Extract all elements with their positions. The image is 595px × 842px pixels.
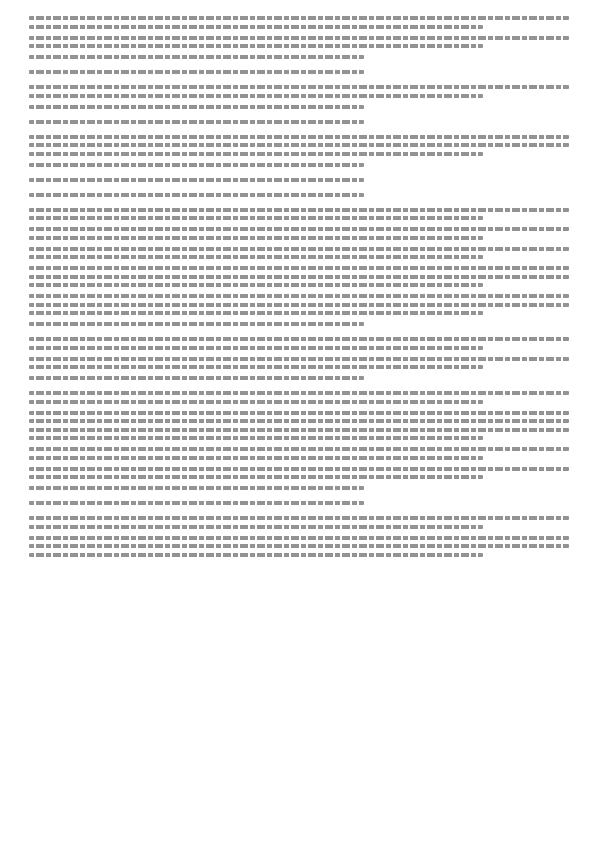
paragraph: [29, 536, 569, 557]
text-line-placeholder: [29, 236, 483, 240]
text-line-placeholder: [29, 193, 364, 197]
text-line-placeholder: [29, 337, 569, 341]
paragraph: [29, 516, 569, 529]
text-line-placeholder: [29, 227, 569, 231]
text-line-placeholder: [29, 411, 569, 415]
text-line-placeholder: [29, 275, 569, 279]
text-line-placeholder: [29, 163, 364, 167]
paragraph: [29, 85, 569, 98]
text-line-placeholder: [29, 94, 483, 98]
text-line-placeholder: [29, 36, 569, 40]
text-line-placeholder: [29, 553, 483, 557]
paragraph: [29, 163, 569, 171]
text-line-placeholder: [29, 391, 569, 395]
text-line-placeholder: [29, 544, 569, 548]
text-line-placeholder: [29, 135, 569, 139]
text-line-placeholder: [29, 283, 483, 287]
paragraph: [29, 36, 569, 49]
paragraph: [29, 105, 569, 113]
text-line-placeholder: [29, 255, 483, 259]
text-line-placeholder: [29, 105, 364, 109]
text-line-placeholder: [29, 70, 364, 74]
text-line-placeholder: [29, 322, 364, 326]
text-line-placeholder: [29, 303, 569, 307]
text-line-placeholder: [29, 44, 483, 48]
text-line-placeholder: [29, 346, 483, 350]
text-line-placeholder: [29, 365, 483, 369]
document-page: [29, 14, 569, 828]
paragraph: [29, 227, 569, 240]
text-line-placeholder: [29, 475, 483, 479]
paragraph: [29, 208, 569, 221]
text-line-placeholder: [29, 536, 569, 540]
text-line-placeholder: [29, 419, 569, 423]
text-line-placeholder: [29, 25, 483, 29]
text-line-placeholder: [29, 525, 483, 529]
paragraph: [29, 411, 569, 441]
paragraph: [29, 266, 569, 287]
text-line-placeholder: [29, 208, 569, 212]
paragraph: [29, 391, 569, 404]
text-line-placeholder: [29, 143, 569, 147]
text-line-placeholder: [29, 436, 483, 440]
paragraph: [29, 501, 569, 509]
text-line-placeholder: [29, 55, 364, 59]
text-line-placeholder: [29, 516, 569, 520]
text-line-placeholder: [29, 428, 569, 432]
text-line-placeholder: [29, 216, 483, 220]
text-line-placeholder: [29, 400, 483, 404]
text-line-placeholder: [29, 120, 364, 124]
text-line-placeholder: [29, 294, 569, 298]
text-line-placeholder: [29, 16, 569, 20]
text-line-placeholder: [29, 85, 569, 89]
text-line-placeholder: [29, 447, 569, 451]
text-line-placeholder: [29, 501, 364, 505]
text-line-placeholder: [29, 311, 483, 315]
paragraph: [29, 55, 569, 63]
paragraph: [29, 247, 569, 260]
text-line-placeholder: [29, 178, 364, 182]
text-line-placeholder: [29, 266, 569, 270]
text-line-placeholder: [29, 456, 483, 460]
paragraph: [29, 337, 569, 350]
paragraph: [29, 120, 569, 128]
paragraph: [29, 486, 569, 494]
text-line-placeholder: [29, 467, 569, 471]
text-line-placeholder: [29, 376, 364, 380]
text-line-placeholder: [29, 357, 569, 361]
text-line-placeholder: [29, 486, 364, 490]
paragraph: [29, 376, 569, 384]
paragraph: [29, 467, 569, 480]
paragraph: [29, 322, 569, 330]
paragraph: [29, 178, 569, 186]
text-line-placeholder: [29, 152, 483, 156]
text-line-placeholder: [29, 247, 569, 251]
paragraph: [29, 294, 569, 315]
paragraph: [29, 193, 569, 201]
paragraph: [29, 447, 569, 460]
paragraph: [29, 70, 569, 78]
paragraph: [29, 16, 569, 29]
paragraph: [29, 357, 569, 370]
paragraph: [29, 135, 569, 156]
